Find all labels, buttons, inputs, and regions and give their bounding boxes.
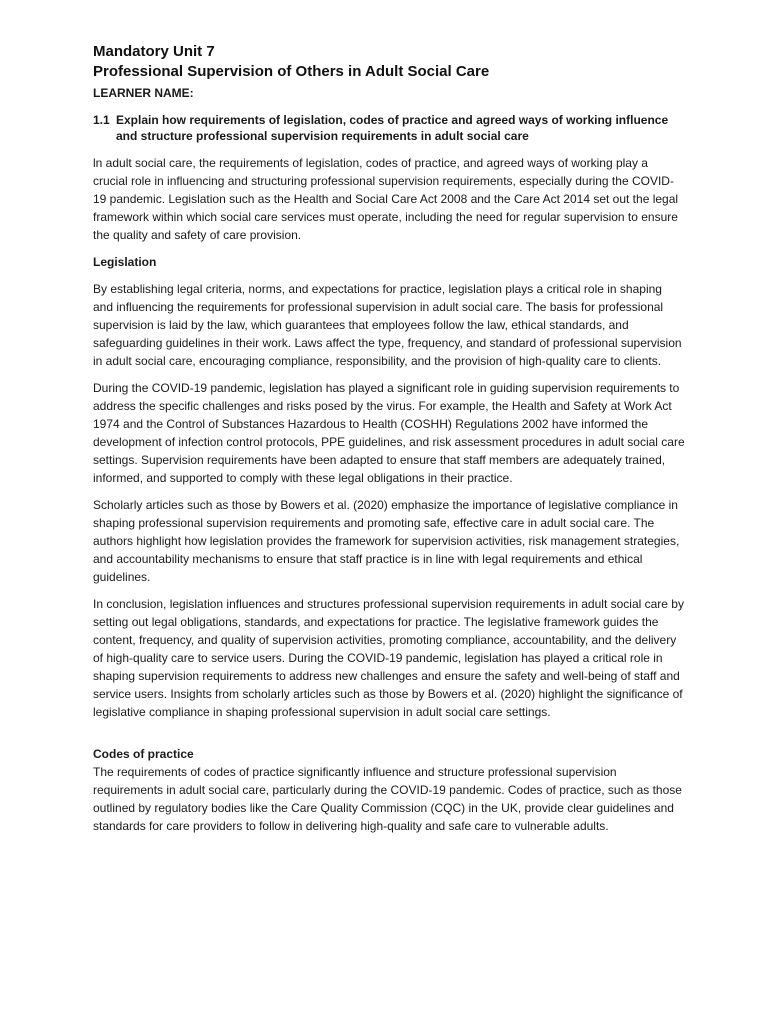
intro-paragraph: ln adult social care, the requirements of legislation, codes of practice, and agreed ways of working play a crucial role in influencing and structuring professional supervision requirements, especially during the COVID-19 pandemic. Legislation such as the Health and Social Care Act 2008 and the Care Act 2014 set out the legal framework within which social care services must operate, including the need for regular supervision to ensure the quality and safety of care provision. xyxy=(93,156,679,242)
codes-of-practice-heading: Codes of practice xyxy=(93,747,194,761)
legislation-paragraph-4: In conclusion, legislation influences and structures professional supervision requirements in adult social care by setting out legal obligations, standards, and expectations for practice. The legislative framework guides the content, frequency, and quality of supervision activities, promoting compliance, accountability, and the delivery of high-quality care to service users. During the COVID-19 pandemic, legislation has played a critical role in shaping supervision requirements to address new challenges and ensure the safety and well-being of staff and service users. Insights from scholarly articles such as those by Bowers et al. (2020) highlight the significance of legislative compliance in shaping professional supervision in adult social care settings. xyxy=(93,597,684,719)
legislation-heading: Legislation xyxy=(93,255,157,269)
question-text: Explain how requirements of legislation, codes of practice and agreed ways of working influence and structure professional supervision requirements in adult social care xyxy=(116,113,669,143)
codes-of-practice-paragraph: The requirements of codes of practice significantly influence and structure professional supervision requirements in adult social care, particularly during the COVID-19 pandemic. Codes of practice, such as those outlined by regulatory bodies like the Care Quality Commission (CQC) in the UK, provide clear guidelines and standards for care providers to follow in delivering high-quality and safe care to vulnerable adults. xyxy=(93,765,682,833)
unit-subtitle: Professional Supervision of Others in Adult Social Care xyxy=(93,63,490,80)
learner-name-label: LEARNER NAME: xyxy=(93,86,194,100)
legislation-paragraph-1: By establishing legal criteria, norms, and expectations for practice, legislation plays a critical role in shaping and influencing the requirements for professional supervision in adult social care. The basis for professional supervision is laid by the law, which guarantees that employees follow the law, ethical standards, and safeguarding guidelines in their work. Laws affect the type, frequency, and standard of professional supervision in adult social care, encouraging compliance, responsibility, and the provision of high-quality care to clients. xyxy=(93,282,682,368)
unit-title: Mandatory Unit 7 xyxy=(93,43,215,60)
legislation-paragraph-2: During the COVID-19 pandemic, legislation has played a significant role in guiding supervision requirements to address the specific challenges and risks posed by the virus. For example, the Health and Safety at Work Act 1974 and the Control of Substances Hazardous to Health (COSHH) Regulations 2002 have informed the development of infection control protocols, PPE guidelines, and risk assessment procedures in adult social care settings. Supervision requirements have been adapted to ensure that staff members are adequately trained, informed, and supported to comply with these legal obligations in their practice. xyxy=(93,381,685,485)
document-page xyxy=(93,42,685,844)
question-number: 1.1 xyxy=(93,113,110,127)
legislation-paragraph-3: Scholarly articles such as those by Bowers et al. (2020) emphasize the importance of legislative compliance in shaping professional supervision requirements and promoting safe, effective care in adult social care. The authors highlight how legislation provides the framework for supervision activities, risk management strategies, and accountability mechanisms to ensure that staff practice is in line with legal requirements and ethical guidelines. xyxy=(93,498,680,584)
question-heading xyxy=(93,112,685,144)
